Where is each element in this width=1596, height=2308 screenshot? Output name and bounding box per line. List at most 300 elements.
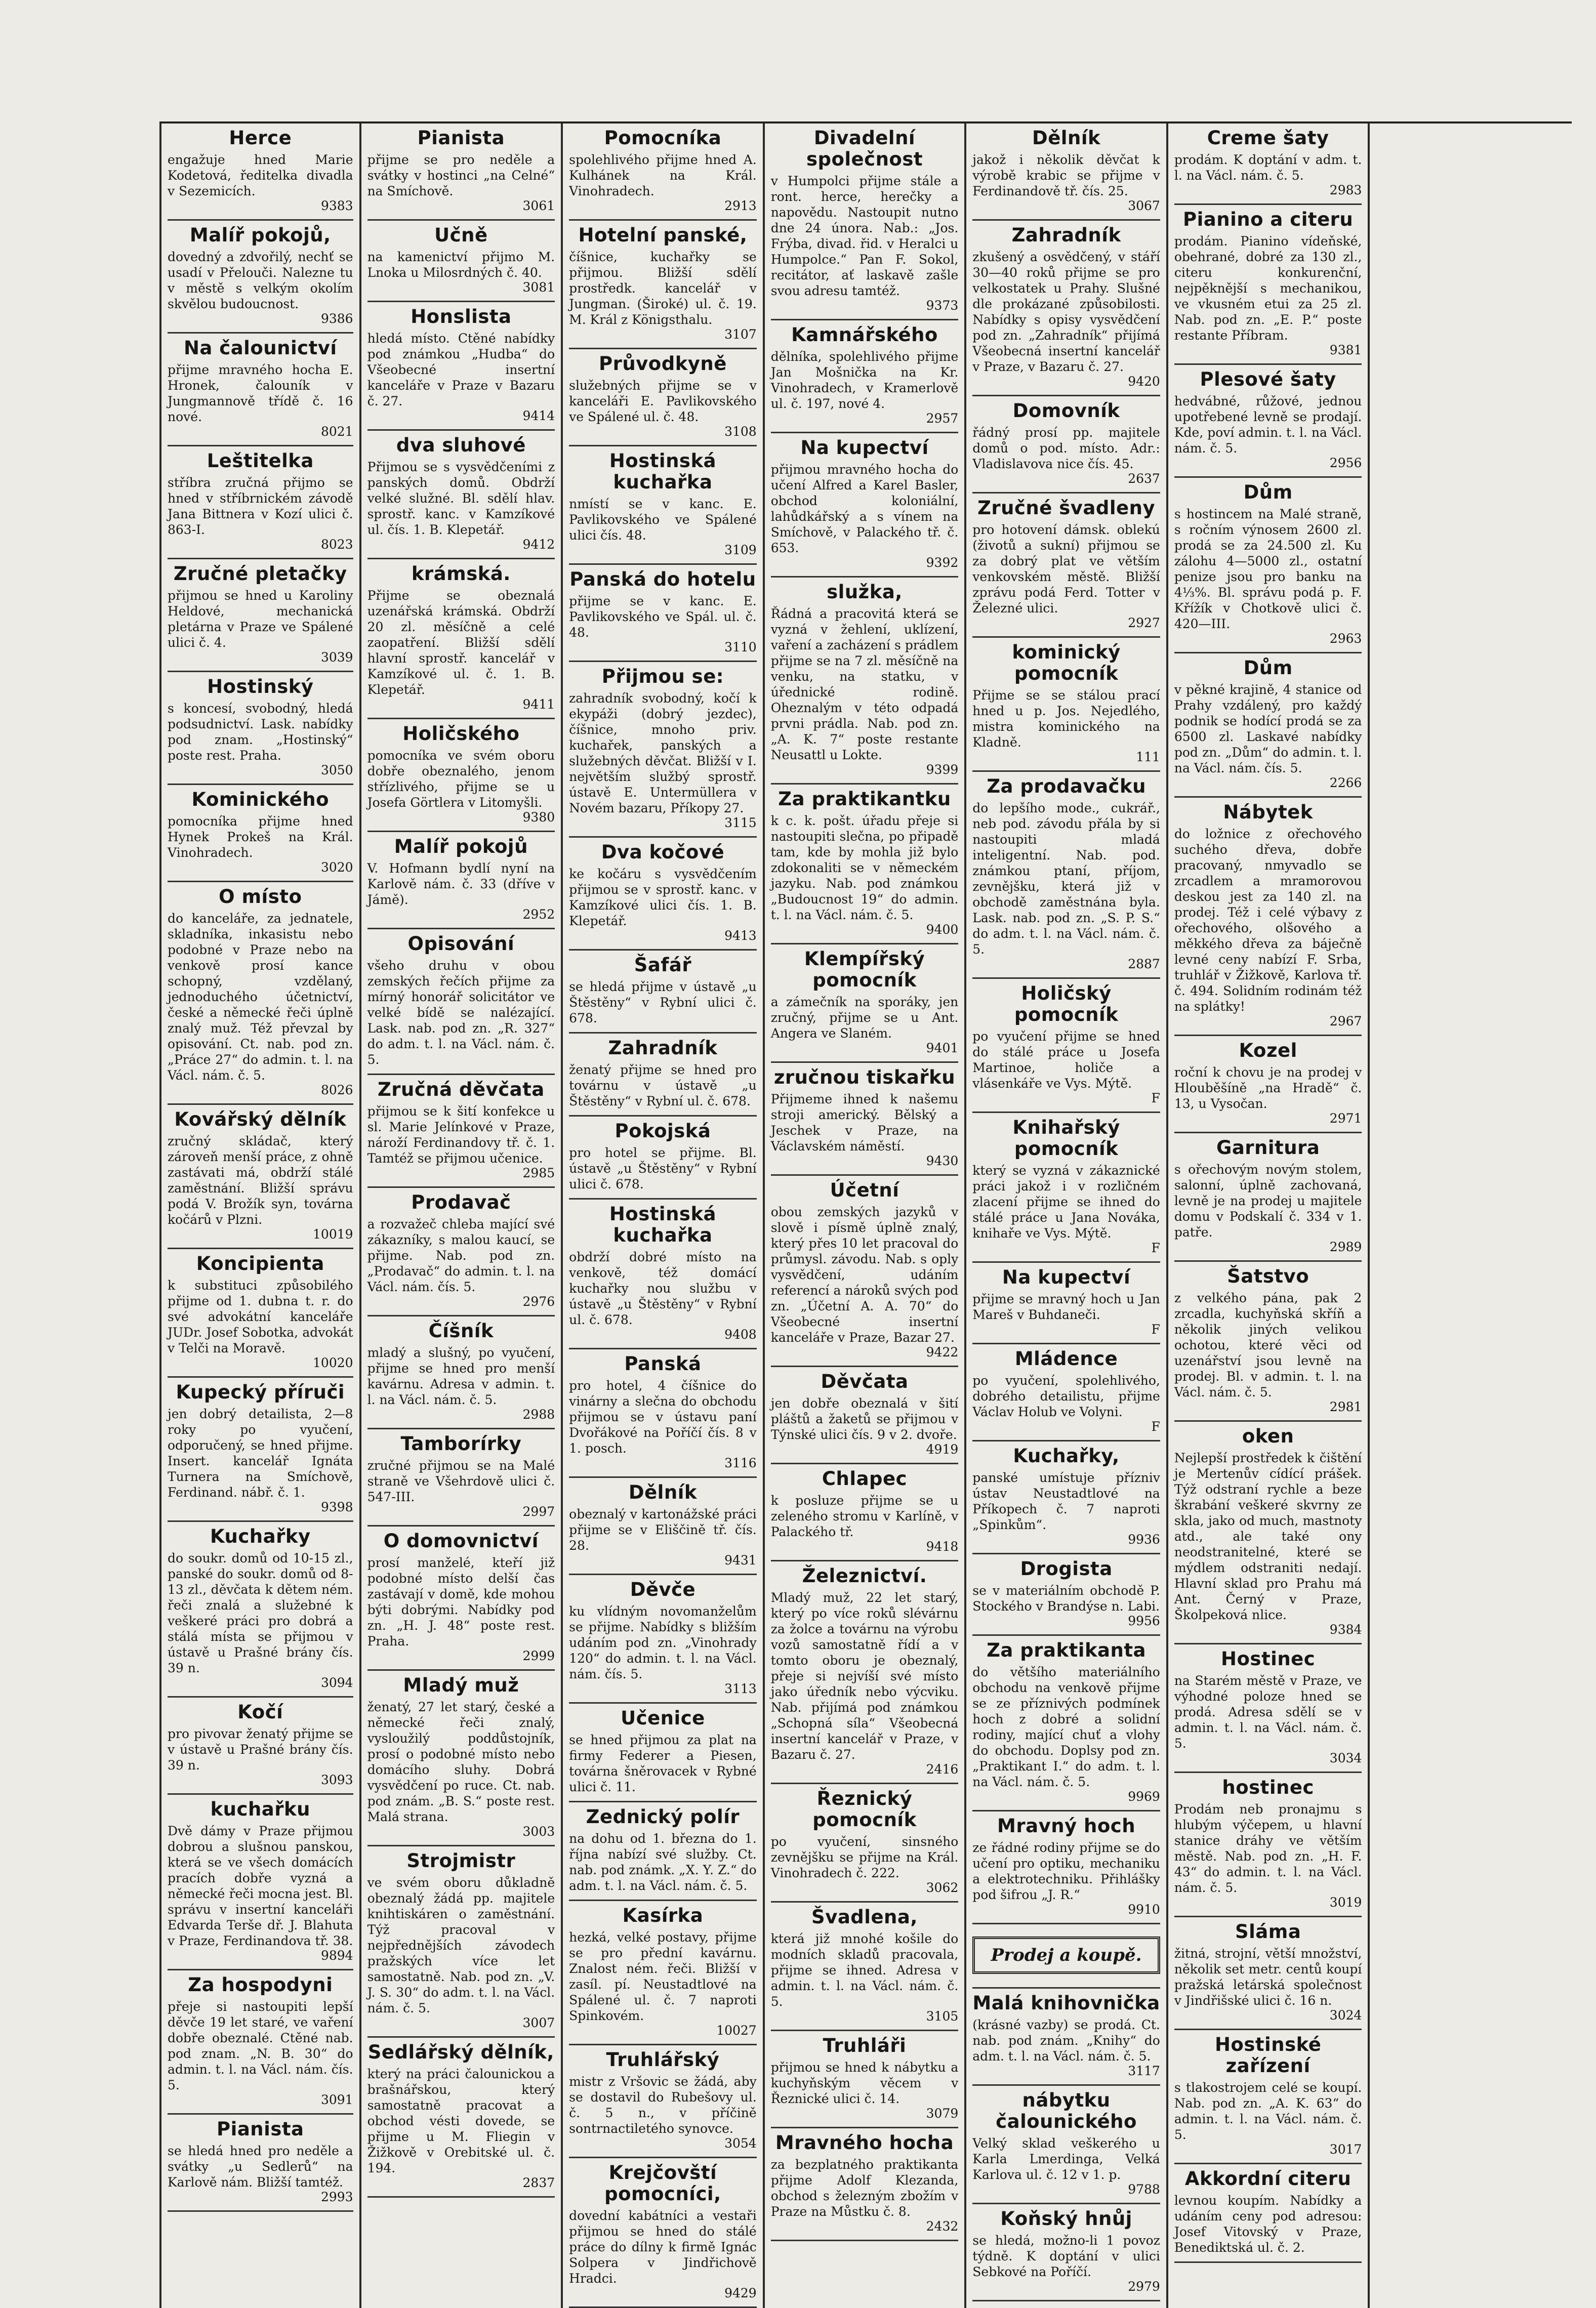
ad-reference-number: 3020 [320, 860, 353, 875]
ad-body-text: který se vyzná v zákaznické práci jakož i v rozličném zlacení přijme se ihned do stálé práce u Jana Nováka, knihaře ve Vys. Mýtě. [972, 1163, 1160, 1241]
ad-headline: Holičský pomocník [1014, 982, 1119, 1025]
ad-reference-number: 3017 [1329, 2142, 1362, 2157]
ad-reference-number: 9430 [926, 1153, 959, 1168]
ad-headline: Hostinec [1221, 1648, 1316, 1670]
ad-headline: Creme šaty [1207, 127, 1329, 149]
ad-reference-number: 3024 [1329, 2008, 1362, 2023]
classified-ad [367, 832, 555, 929]
classified-ad [771, 433, 959, 578]
classified-ad [168, 882, 353, 1105]
ad-body-text: ve svém oboru důkladně obeznalý žádá pp. majitele knihtiskáren o zaměstnání. Týž pracoval v nejpřednějších závodech pražských více let samostatně. Nab. pod zn. „V. J. S. 30“ do adm. t. l. na Václ. nám. č. 5. [367, 1875, 555, 2015]
ad-reference-number: 3093 [320, 1773, 353, 1787]
ad-body-text: v Humpolci přijme stále a ront. herce, herečky a napovědu. Nastoupit nutno dne 24 února. Nab.: „Jos. Frýba, divad. řid. v Heralci u Humpolce.“ Pan F. Sokol, recitátor, ať laskavě zašle svou adresu tamtéž. [770, 174, 959, 298]
ad-body-text: levnou koupím. Nabídky a udáním ceny pod adresou: Josef Vitovský v Praze, Benediktská ul. č. 2. [1174, 2193, 1362, 2255]
ad-headline: Děvčata [821, 1371, 909, 1392]
classified-ad [771, 944, 959, 1063]
ad-body-text: Nejlepší prostředek k čištění je Mertenův cídící prášek. Týž odstraní rychle a beze škrabání veškeré skvrny ze skla, jako od much, mastnoty atd., ale také ony neodstranitelné, které se mýdlem odstraniti nedají. Hlavní sklad pro Prahu má Ant. Černý v Praze, Školpeková nlice. [1174, 1451, 1362, 1622]
classified-ad [771, 785, 959, 944]
classified-ad [367, 1188, 555, 1316]
ad-headline: Kozel [1239, 1040, 1297, 1061]
classified-ad [367, 1429, 555, 1527]
ad-reference-number: F [1151, 1419, 1160, 1434]
ad-body-text: prodám. K doptání v adm. t. l. na Václ. nám. č. 5. [1174, 152, 1362, 183]
ad-reference-number: 3116 [724, 1456, 757, 1470]
classified-ad [972, 1344, 1160, 1441]
ad-body-text: spolehlivého přijme hned A. Kulhánek na Král. Vinohradech. [569, 152, 757, 198]
ad-reference-number: 2416 [926, 1762, 959, 1777]
ad-body-text: která již mnohé košile do modních skladů pracovala, přijme se ihned. Adresa v admin. t. l. na Václ. nám. č. 5. [770, 1931, 959, 2009]
ad-reference-number: 2952 [522, 907, 555, 922]
ad-reference-number: 2997 [522, 1504, 555, 1519]
column-2 [361, 123, 563, 2308]
classified-ad [569, 1200, 757, 1349]
classified-ad [569, 123, 757, 221]
classified-ad [771, 1176, 959, 1367]
classified-ad [771, 1063, 959, 1176]
classified-ad [367, 1846, 555, 2038]
ad-body-text: se hledá přijme v ústavě „u Štěstěny“ v Rybní ulici č. 678. [569, 979, 757, 1025]
ad-reference-number: 3054 [724, 2136, 757, 2151]
column-3 [563, 123, 765, 2308]
classified-ad [367, 123, 555, 221]
ad-reference-number: 4919 [926, 1442, 959, 1457]
ad-body-text: Prodám neb pronajmu s hlubým výčepem, u hlavní stanice dráhy ve větším městě. Nab. pod zn. „H. F. 43“ do admin. t. l. na Václ. nám. č. 5. [1174, 1802, 1362, 1895]
ad-body-text: ku vlídným novomanželům se přijme. Nabídky s bližším udáním pod zn. „Vinohrady 120“ do admin. t. l. na Václ. nám. čís. 5. [569, 1604, 757, 1681]
ad-body-text: jakož i několik děvčat k výrobě krabic se přijme v Ferdinandově tř. čís. 25. [972, 152, 1160, 198]
ad-body-text: panské umístuje přízniv ústav Neustadtlové na Příkopech č. 7 naproti „Spinkům“. [972, 1470, 1160, 1532]
ad-headline: Zahradník [1011, 224, 1121, 246]
classified-ad [1174, 2030, 1362, 2164]
classified-ad [569, 2045, 757, 2158]
classified-ad [569, 1575, 757, 1704]
ad-body-text: služebných přijme se v kanceláři E. Pavlikovského ve Spálené ul. č. 48. [569, 378, 757, 424]
ad-headline: Hostinská kuchařka [609, 1203, 717, 1246]
ad-headline: Prodavač [411, 1191, 511, 1213]
ad-headline: Panská do hotelu [569, 568, 756, 590]
ad-headline: Šafář [634, 954, 692, 976]
ad-reference-number: 3108 [724, 424, 757, 439]
ad-headline: Pianino a citeru [1182, 209, 1354, 230]
ad-headline: Hostinské zařízení [1214, 2034, 1322, 2077]
ad-body-text: stříbra zručná přijmo se hned v stříbrnickém závodě Jana Bittnera v Kozí ulici č. 863-I. [168, 475, 353, 537]
classified-ad [168, 1795, 353, 1970]
ad-body-text: nmístí se v kanc. E. Pavlikovského ve Spálené ulici čís. 48. [569, 497, 757, 543]
ad-reference-number: 3115 [724, 815, 757, 830]
classified-ad [569, 951, 757, 1034]
classified-ad [569, 221, 757, 349]
ad-headline: Učně [434, 224, 488, 246]
ad-headline: krámská. [411, 563, 511, 585]
ad-reference-number: 9414 [522, 408, 555, 423]
ad-headline: Panská [624, 1353, 702, 1375]
ad-body-text: Mladý muž, 22 let starý, který po více roků slévárnu za žolce a továrnu na výrobu vozů samostatně řídí a v tomto oboru je obeznalý, přeje si nejvíší své místo jako úředník nebo výcviku. Nab. přijímá pod známkou „Schopná síla“ Všeobecná insertní kancelář v Praze, v Bazaru č. 27. [770, 1590, 959, 1762]
ad-body-text: po vyučení, sinsného zevnějšku se přijme na Král. Vinohradech č. 222. [770, 1834, 959, 1880]
ad-reference-number: 10019 [313, 1227, 353, 1242]
ad-headline: Dům [1243, 657, 1293, 679]
classified-ad [771, 123, 959, 320]
ad-headline: O místo [219, 886, 302, 908]
ad-reference-number: 9384 [1329, 1622, 1362, 1637]
column-4 [765, 123, 967, 2308]
ad-body-text: v pěkné krajině, 4 stanice od Prahy vzdálený, pro každý podnik se hodící prodá se za 6500 zl. Laskavé nabídky pod zn. „Dům“ do admin. t. l. na Václ. nám. čís. 5. [1174, 682, 1362, 775]
ad-headline: Děvče [630, 1579, 696, 1600]
classified-ad [569, 565, 757, 662]
ad-body-text: všeho druhu v obou zemských řečích přijme za mírný honorář solicitátor ve velké bídě se nalézající. Lask. nab. pod zn. „R. 327“ do adm. t. l. na Václ. nám. č. 5. [367, 958, 555, 1067]
ad-headline: Hostinská kuchařka [609, 450, 717, 493]
ad-headline: Řeznický pomocník [812, 1788, 917, 1831]
classified-ad [972, 1554, 1160, 1636]
ad-reference-number: 2976 [522, 1294, 555, 1309]
classified-ad [168, 672, 353, 785]
ad-body-text: Přijme se obeznalá uzenářská krámská. Obdrží 20 zl. měsíčně a celé zaopatření. Bližší sdělí hlavní sprostř. kancelář v Kamzíkové ul. č. 1. B. Klepetář. [367, 588, 555, 697]
ad-headline: Dům [1243, 481, 1293, 503]
ad-body-text: jen dobrý detailista, 2—8 roky po vyučení, odporučený, se hned přijme. Insert. kancelář Ignáta Turnera na Smíchově, Ferdinand. nábř. č. 1. [168, 1407, 353, 1500]
ad-body-text: řádný prosí pp. majitele domů o pod. místo. Adr.: Vladislavova nice čís. 45. [972, 425, 1160, 471]
classified-ad [168, 785, 353, 882]
ad-body-text: Velký sklad veškerého u Karla Lmerdinga, Velká Karlova ul. č. 12 v 1. p. [972, 2136, 1160, 2182]
ad-reference-number: 3105 [926, 2009, 959, 2024]
ad-body-text: s hostincem na Malé straně, s ročním výnosem 2600 zl. prodá se za 24.500 zl. Ku zálohu 4—5000 zl., ostatní penize jsou pro banku na 4⅓%. Bl. správu podá p. F. Křížík v Chotkově ulici č. 420—III. [1174, 507, 1362, 631]
classified-ad [168, 1249, 353, 1378]
ad-reference-number: 9383 [320, 198, 353, 213]
ad-reference-number: 9380 [522, 810, 555, 825]
ad-reference-number: 9413 [724, 928, 757, 943]
ad-body-text: přijme se pro neděle a svátky v hostinci „na Celné“ na Smíchově. [367, 152, 555, 198]
classified-ad [168, 1105, 353, 1249]
ad-body-text: Dvě dámy v Praze přijmou dobrou a slušnou panskou, která se ve všech domácích pracích dobře vyzná a německé řeči mocna jest. Bl. správu v insertní kanceláři Edvarda Terše dř. J. Blahuta v Praze, Ferdinandova tř. 38. [168, 1824, 353, 1948]
ad-reference-number: 2971 [1329, 1111, 1362, 1126]
ad-reference-number: 9412 [522, 537, 555, 552]
ad-headline: Kupecký příruči [176, 1381, 345, 1403]
ad-headline: Za prodavačku [987, 775, 1146, 797]
ad-headline: Švadlena, [811, 1906, 918, 1928]
classified-ad [569, 2158, 757, 2308]
ad-headline: Pianista [417, 127, 505, 149]
classified-ad [972, 493, 1160, 638]
ad-reference-number: 3062 [926, 1880, 959, 1895]
classified-ad [771, 1464, 959, 1561]
ad-reference-number: 2837 [522, 2175, 555, 2190]
ad-headline: Kuchařky [210, 1526, 311, 1547]
classified-ad [168, 123, 353, 221]
ad-reference-number: 9386 [320, 311, 353, 326]
classified-ad [367, 559, 555, 719]
classified-ad [168, 559, 353, 672]
ad-reference-number: 3113 [724, 1681, 757, 1696]
ad-reference-number: 3117 [1128, 2064, 1160, 2078]
classified-ad [367, 1671, 555, 1846]
ad-reference-number: 9894 [320, 1948, 353, 1963]
ad-headline: Kamnářského [791, 324, 938, 346]
classified-ad [1174, 1773, 1362, 1917]
ad-headline: Učenice [621, 1707, 705, 1729]
ad-reference-number: 2983 [1329, 183, 1362, 197]
ad-reference-number: 9418 [926, 1539, 959, 1554]
classified-ad [972, 1924, 1160, 1989]
ad-reference-number: 3003 [522, 1824, 555, 1839]
classified-ad [569, 1349, 757, 1478]
ad-headline: Opisování [407, 933, 515, 955]
ad-body-text: číšnice, kuchařky se přijmou. Bližší sdělí prostředk. kancelář v Jungman. (Široké) ul. č. 19. M. Král z Königsthalu. [569, 250, 757, 327]
ad-body-text: do kanceláře, za jednatele, skladníka, inkasistu nebo podobné v Praze nebo na venkově prosí kance schopný, vzdělaný, jednoduchého účetnictví, české a německé řeči úplně znalý muž. Též převzal by opisování. Ct. nab. pod zn. „Práce 27“ do admin. t. l. na Václ. nám. č. 5. [168, 911, 353, 1083]
classified-ad [1174, 1917, 1362, 2030]
ad-headline: Zručné švadleny [977, 497, 1156, 519]
ad-headline: Krejčovští pomocníci, [604, 2162, 721, 2205]
ad-headline: Malíř pokojů [394, 836, 528, 857]
ad-body-text: na kamenictví přijmo M. Lnoka u Milosrdných č. 40. [367, 250, 555, 280]
ad-headline: Šatstvo [1227, 1265, 1309, 1287]
ad-reference-number: 3067 [1128, 198, 1160, 213]
classified-ad [1174, 1036, 1362, 1133]
ad-body-text: hledá místo. Ctěné nabídky pod známkou „Hudba“ do Všeobecné insertní kanceláře v Praze v Bazaru č. 27. [367, 331, 555, 408]
classified-ad [972, 2086, 1160, 2204]
classified-ad [1174, 1262, 1362, 1422]
classified-ad [569, 838, 757, 951]
classified-ad [972, 1441, 1160, 1554]
ad-body-text: ženatý přijme se hned pro továrnu v ústavě „u Štěstěny“ v Rybní ul. č. 678. [569, 1062, 757, 1108]
ad-body-text: zručné přijmou se na Malé straně ve Všehrdově ulici č. 547-III. [367, 1458, 555, 1504]
ad-headline: Přijmou se: [601, 666, 724, 687]
ad-body-text: obdrží dobré místo na venkově, též domácí kuchařky nou službu v ústavě „u Štěstěny“ v Rybní ul. č. 678. [569, 1250, 757, 1327]
ad-reference-number: 9420 [1128, 374, 1160, 389]
ad-reference-number: 3094 [320, 1675, 353, 1690]
classified-ad [168, 1522, 353, 1698]
ad-reference-number: 3081 [522, 280, 555, 295]
ad-body-text: (krásné vazby) se prodá. Ct. nab. pod znám. „Knihy“ do adm. t. l. na Václ. nám. č. 5. [972, 2017, 1160, 2064]
ad-headline: Pokojská [615, 1120, 711, 1142]
classified-ad [972, 396, 1160, 493]
ad-reference-number: 2979 [1128, 2279, 1160, 2294]
ad-headline: Hotelní panské, [578, 224, 748, 246]
classified-ad [367, 1527, 555, 1671]
ad-headline: O domovnictví [383, 1530, 539, 1552]
ad-body-text: engažuje hned Marie Kodetová, ředitelka divadla v Sezemicích. [168, 152, 353, 198]
ad-headline: Číšník [428, 1320, 494, 1342]
ad-reference-number: 3007 [522, 2015, 555, 2030]
classified-ad [168, 1378, 353, 1522]
ad-headline: Zednický polír [586, 1806, 740, 1828]
ad-reference-number: 9969 [1128, 1789, 1160, 1804]
classified-ad [569, 1802, 757, 1901]
ad-body-text: dovední kabátníci a vestaři přijmou se hned do stálé práce do dílny k firmě Ignác Solpera v Jindřichově Hradci. [569, 2208, 757, 2286]
ad-headline: Truhlářský [606, 2049, 720, 2071]
classified-ad [771, 1784, 959, 1903]
ad-reference-number: 3109 [724, 543, 757, 557]
ad-reference-number: 3091 [320, 2092, 353, 2107]
ad-body-text: Přijmou se s vysvědčeními z panských domů. Obdrží velké služné. Bl. sdělí hlav. sprostř. kanc. v Kamzíkové ul. čís. 1. B. Klepetář. [367, 460, 555, 537]
ad-reference-number: 2989 [1329, 1240, 1362, 1254]
ad-headline: Účetní [830, 1179, 899, 1201]
ad-body-text: přijmou se hned u Karoliny Heldové, mechanická pletárna v Praze ve Spálené ulici č. 4. [168, 588, 353, 650]
classified-ad [1174, 365, 1362, 478]
ad-body-text: přijme se mravný hoch u Jan Mareš v Buhdaneči. [972, 1292, 1160, 1322]
classified-ad [168, 1698, 353, 1795]
classified-ad [569, 1117, 757, 1200]
ad-reference-number: 2913 [724, 198, 757, 213]
ad-body-text: po vyučení přijme se hned do stálé práce u Josefa Martinoe, holiče a vlásenkáře ve Vys. Mýtě. [972, 1029, 1160, 1091]
ad-body-text: pro hotel, 4 číšnice do vinárny a slečna do obchodu přijmou se v ústavu paní Dvořákové na Poříčí čís. 8 v 1. posch. [569, 1378, 757, 1456]
ad-reference-number: 9429 [724, 2286, 757, 2300]
classified-ad [168, 221, 353, 334]
ad-reference-number: F [1151, 1091, 1160, 1105]
classified-ad [569, 349, 757, 446]
ad-reference-number: 2956 [1329, 456, 1362, 470]
ad-headline: oken [1242, 1425, 1294, 1447]
ad-headline: Akkordní citeru [1184, 2168, 1352, 2190]
classified-ad [1174, 1422, 1362, 1644]
ad-headline: Za hospodyni [188, 1974, 333, 1996]
ad-reference-number: 2432 [926, 2219, 959, 2234]
ad-body-text: zahradník svobodný, kočí k ekypáži (dobrý jezdec), číšnice, mnoho priv. kuchařek, panských a služebných děvčat. Bližší v I. největším službý sprostř. ústavě E. Untermüllera v Novém bazaru, Příkopy 27. [569, 691, 757, 815]
ad-reference-number: 9401 [926, 1041, 959, 1055]
ad-body-text: zručný skládač, který zároveň menší práce, z ohně zastávati má, obdrží stálé zaměstnání. Bližší správu podá V. Brožík syn, továrna kočárů v Plzni. [168, 1134, 353, 1227]
ad-reference-number: 9431 [724, 1553, 757, 1568]
ad-body-text: přijme mravného hocha E. Hronek, čalouník v Jungmannově třídě č. 16 nové. [168, 362, 353, 424]
ad-body-text: zkušený a osvědčený, v stáří 30—40 roků přijme se pro velkostatek u Prahy. Slušné dle prokázané způsobilosti. Nabídky s opisy vysvědčení pod zn. „Zahradník“ přijímá Všeobecná insertní kancelář v Praze, v Bazaru č. 27. [972, 250, 1160, 374]
ad-body-text: přijmou se k šití konfekce u sl. Marie Jelínkové v Praze, nároží Ferdinandovy tř. č. 1. Tamtéž se přijmou učenice. [367, 1104, 555, 1166]
ad-headline: Malá knihovnička [972, 1992, 1160, 2014]
ad-headline: Průvodkyně [598, 353, 727, 375]
ad-headline: Za praktikanta [987, 1639, 1147, 1661]
ad-body-text: k posluze přijme se u zeleného stromu v Karlíně, v Palackého tř. [770, 1493, 959, 1539]
ad-reference-number: 3079 [926, 2106, 959, 2121]
ad-headline: Chlapec [822, 1468, 908, 1490]
ad-headline: Kominického [191, 789, 330, 810]
classified-ad [771, 1903, 959, 2031]
ad-reference-number: 2985 [522, 1166, 555, 1180]
ad-reference-number: 3050 [320, 763, 353, 777]
classified-ad [972, 1263, 1160, 1344]
ad-headline: kominický pomocník [1012, 641, 1121, 684]
ad-headline: Truhláři [823, 2035, 907, 2056]
classified-ad [771, 2031, 959, 2128]
ad-reference-number: 9422 [926, 1345, 959, 1359]
ad-headline: Pomocníka [604, 127, 722, 149]
classified-ad [1174, 1133, 1362, 1262]
ad-body-text: žitná, strojní, větší množství, několik set metr. centů koupí pražská letárská společnost v Jindřišské ulici č. 16 n. [1174, 1946, 1362, 2008]
ad-reference-number: 2981 [1329, 1399, 1362, 1414]
ad-body-text: ženatý, 27 let starý, české a německé řeči znalý, vysloužilý poddůstojník, prosí o podobné místo nebo domácího sluhy. Dobrá vysvědčení po ruce. Ct. nab. pod znám. „B. S.“ poste rest. Malá strana. [367, 1700, 555, 1824]
ad-body-text: s koncesí, svobodný, hledá podsudnictví. Lask. nabídky pod znam. „Hostinský“ poste rest. Praha. [168, 701, 353, 763]
classified-ad [1174, 478, 1362, 653]
ad-headline: Drogista [1020, 1558, 1113, 1580]
classified-ad [569, 662, 757, 838]
ad-headline: Leštitelka [207, 450, 314, 472]
section-heading-box: Prodej a koupě. [972, 1936, 1160, 1974]
classified-ad [1174, 2164, 1362, 2263]
ad-headline: Mravného hocha [775, 2132, 954, 2154]
ad-body-text: s tlakostrojem celé se koupí. Nab. pod zn. „A. K. 63“ do admin. t. l. na Václ. nám. č. 5. [1174, 2080, 1362, 2142]
ad-body-text: se v materiálním obchodě P. Stockého v Brandýse n. Labi. [972, 1583, 1160, 1614]
ad-reference-number: 111 [1136, 750, 1160, 764]
ad-headline: Mládence [1014, 1348, 1118, 1370]
ad-body-text: V. Hofmann bydlí nyní na Karlově nám. č. 33 (dříve v Jámě). [367, 861, 555, 907]
ad-body-text: přijmou se hned k nábytku a kuchyňským věcem v Řeznické ulici č. 14. [770, 2060, 959, 2106]
ad-reference-number: 3110 [724, 640, 757, 654]
ad-body-text: Přijmeme ihned k našemu stroji americký. Bělský a Jeschek v Praze, na Václavském náměstí. [770, 1092, 959, 1153]
ad-headline: Divadelní společnost [806, 127, 923, 170]
ad-reference-number: 8026 [320, 1083, 353, 1097]
classified-ad [367, 929, 555, 1075]
ad-headline: Kuchařky, [1013, 1445, 1120, 1467]
classified-ad [367, 221, 555, 302]
ad-reference-number: 9381 [1329, 343, 1362, 357]
ad-headline: Domovník [1012, 400, 1120, 422]
classified-ad [771, 320, 959, 433]
ad-reference-number: 9399 [926, 762, 959, 777]
ad-body-text: do většího materiálního obchodu na venkově přijme se ze příznivých podmínek hoch z dobré a solidní rodiny, mající chuť a vlohy do obchodu. Doplsy pod zn. „Praktikant I.“ do adm. t. l. na Václ. nám. č. 5. [972, 1665, 1160, 1789]
ad-reference-number: 2957 [926, 411, 959, 426]
ad-reference-number: 2999 [522, 1648, 555, 1663]
ad-body-text: k substituci způsobilého přijme od 1. dubna t. r. do své advokátní kanceláře JUDr. Josef Sobotka, advokát v Telči na Moravě. [168, 1278, 353, 1355]
ad-reference-number: 2637 [1128, 471, 1160, 486]
ad-body-text: a zámečník na sporáky, jen zručný, přijme se u Ant. Angera ve Slaném. [770, 995, 959, 1041]
ad-body-text: jen dobře obeznalá v šití pláštů a žaketů se přijmou v Týnské ulici čís. 9 v 2. dvoře. [770, 1396, 959, 1442]
classified-ad [569, 1901, 757, 2045]
ad-reference-number: 9392 [926, 555, 959, 570]
ad-body-text: Přijme se se stálou prací hned u p. Jos. Nejedlého, mistra kominického na Kladně. [972, 688, 1160, 750]
ad-reference-number: 9411 [522, 697, 555, 712]
ad-headline: Koňský hnůj [1000, 2208, 1132, 2230]
ad-headline: Na čalounictví [183, 337, 337, 359]
classified-columns [159, 121, 1572, 2300]
ad-body-text: za bezplatného praktikanta přijme Adolf Klezanda, obchod s železným zbožím v Praze na Můstku č. 8. [770, 2157, 959, 2219]
ad-body-text: ze řádné rodiny přijme se do učení pro optiku, mechaniku a elektrotechniku. Přihlášky pod šifrou „J. R.“ [972, 1840, 1160, 1902]
classified-ad [168, 446, 353, 559]
ad-reference-number: 3034 [1329, 1751, 1362, 1765]
ad-headline: nábytku čalounického [996, 2089, 1137, 2132]
ad-body-text: mistr z Vršovic se žádá, aby se dostavil do Rubešovy ul. č. 5 n., v příčině sontrnactiletého synovce. [569, 2074, 757, 2136]
ad-headline: Garnitura [1216, 1137, 1320, 1159]
ad-reference-number: 10020 [313, 1355, 353, 1370]
ad-reference-number: 3019 [1329, 1895, 1362, 1910]
ad-headline: Na kupectví [800, 437, 929, 459]
classified-ad [972, 221, 1160, 396]
classified-ad [569, 1704, 757, 1802]
ad-headline: Na kupectví [1002, 1266, 1131, 1288]
classified-ad [168, 1970, 353, 2115]
ad-reference-number: 9400 [926, 922, 959, 937]
ad-body-text: se hledá hned pro neděle a svátky „u Sedlerů“ na Karlově nám. Bližší tamtéž. [168, 2144, 353, 2190]
ad-body-text: přijmou mravného hocha do učení Alfred a Karel Basler, obchod koloniální, lahůdkářský a s vínem na Smíchově, v Palackého tř. č. 653. [770, 462, 959, 555]
ad-body-text: na Starém městě v Praze, ve výhodné poloze hned se prodá. Adresa sdělí se v admin. t. l. na Václ. nám. č. 5. [1174, 1673, 1362, 1751]
ad-body-text: roční k chovu je na prodej v Hlouběšíně „na Hradě“ č. 13, u Vysočan. [1174, 1065, 1362, 1111]
ad-headline: Dva kočové [601, 841, 725, 863]
ad-headline: Kovářský dělník [174, 1108, 347, 1130]
column-5 [966, 123, 1168, 2308]
ad-body-text: přijme se v kanc. E. Pavlikovského ve Spál. ul. č. 48. [569, 594, 757, 640]
ad-headline: Zručná děvčata [377, 1079, 545, 1100]
ad-headline: Holičského [402, 723, 520, 745]
ad-headline: Sedlářský dělník, [367, 2041, 554, 2063]
ad-body-text: dělníka, spolehlivého přijme Jan Mošnička na Kr. Vinohradech, v Kramerlově ul. č. 197, nové 4. [770, 349, 959, 411]
ad-body-text: do ložnice z ořechového suchého dřeva, dobře pracovaný, nmyvadlo se zrcadlem a mramorovou deskou jest za 140 zl. na prodej. Též i celé výbavy z ořechového, olšového a měkkého dřeva za báječně levné ceny nabízí F. Srba, truhlář v Žižkově, Karlova tř. č. 494. Solidním rodinám též na splátky! [1174, 827, 1362, 1014]
ad-headline: Knihařský pomocník [1012, 1117, 1120, 1160]
ad-reference-number: 9936 [1128, 1532, 1160, 1547]
ad-headline: Pianista [217, 2118, 304, 2140]
classified-ad [1174, 1644, 1362, 1773]
classified-ad [1174, 123, 1362, 205]
classified-ad [1174, 205, 1362, 365]
ad-body-text: pomocníka ve svém oboru dobře obeznalého, jenom střízlivého, přijme se u Josefa Görtlera v Litomyšli. [367, 748, 555, 810]
ad-headline: zručnou tiskařku [773, 1066, 956, 1088]
ad-headline: hostinec [1222, 1777, 1314, 1798]
ad-body-text: hedvábné, růžové, jednou upotřebené levně se prodají. Kde, poví admin. t. l. na Václ. nám. č. 5. [1174, 394, 1362, 456]
classified-ad [367, 719, 555, 832]
ad-headline: Kočí [237, 1701, 283, 1723]
classified-ad [367, 2038, 555, 2198]
classified-ad [569, 446, 757, 565]
